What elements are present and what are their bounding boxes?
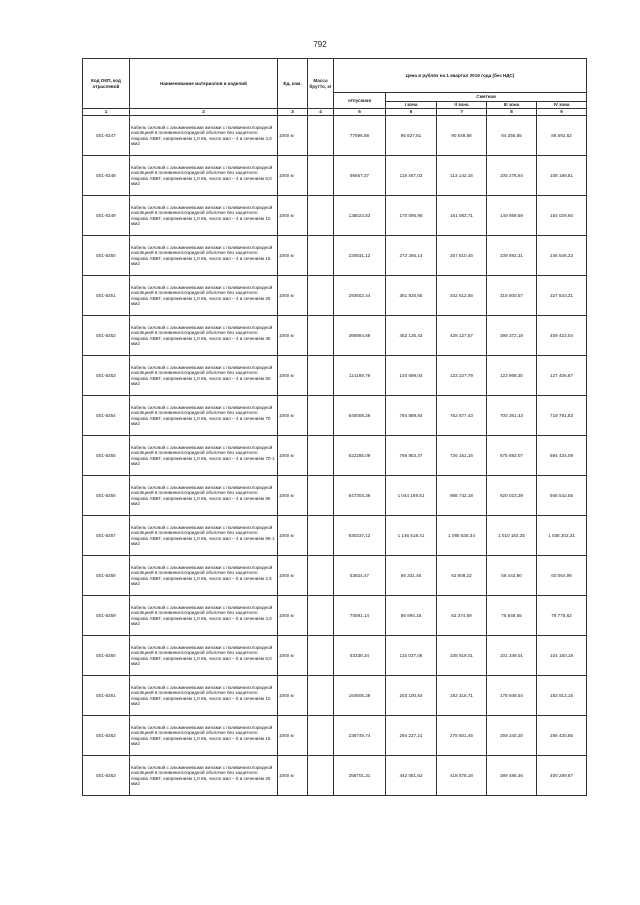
row-code: 501-8352 <box>83 316 130 356</box>
row-mass <box>308 436 334 476</box>
row-unit: 1000 м <box>278 596 308 636</box>
row-release-price: 622285,09 <box>334 436 386 476</box>
row-release-price: 96657,37 <box>334 156 386 196</box>
row-zone-3-price: 149 869,59 <box>487 196 537 236</box>
row-release-price: 77596,88 <box>334 116 386 156</box>
row-unit: 1000 м <box>278 356 308 396</box>
row-code: 501-8348 <box>83 156 130 196</box>
row-zone-1-price: 794 889,84 <box>386 396 437 436</box>
row-mass <box>308 316 334 356</box>
row-release-price: 53824,47 <box>334 556 386 596</box>
row-mass <box>308 756 334 796</box>
table-row <box>83 676 587 716</box>
table-row <box>83 356 587 396</box>
row-zone-1-price: 361 825,65 <box>386 276 437 316</box>
row-release-price: 293602,44 <box>334 276 386 316</box>
row-zone-3-price: 123 968,30 <box>487 356 537 396</box>
table-row <box>83 276 587 316</box>
row-code: 501-8353 <box>83 356 130 396</box>
row-mass <box>308 236 334 276</box>
header-mass: Масса брутто, кг <box>308 59 334 109</box>
row-unit: 1000 м <box>278 756 308 796</box>
column-number: 6 <box>386 109 437 116</box>
row-zone-2-price: 752 677,43 <box>437 396 487 436</box>
row-zone-1-price: 294 227,21 <box>386 716 437 756</box>
row-mass <box>308 276 334 316</box>
row-unit: 1000 м <box>278 116 308 156</box>
row-code: 501-8349 <box>83 196 130 236</box>
row-zone-3-price: 318 800,57 <box>487 276 537 316</box>
row-mass <box>308 196 334 236</box>
row-code: 501-8363 <box>83 756 130 796</box>
row-zone-2-price: 418 578,18 <box>437 756 487 796</box>
table-row <box>83 476 587 516</box>
row-zone-2-price: 257 810,45 <box>437 236 487 276</box>
row-zone-4-price: 78 775,62 <box>537 596 587 636</box>
row-zone-2-price: 133 227,79 <box>437 356 487 396</box>
row-zone-4-price: 127 406,87 <box>537 356 587 396</box>
row-zone-4-price: 183 913,15 <box>537 676 587 716</box>
row-zone-1-price: 1 044 169,51 <box>386 476 437 516</box>
table-row <box>83 196 587 236</box>
row-zone-1-price: 140 699,04 <box>386 356 437 396</box>
row-code: 501-8361 <box>83 676 130 716</box>
row-mass <box>308 516 334 556</box>
row-mass <box>308 356 334 396</box>
row-zone-2-price: 726 161,16 <box>437 436 487 476</box>
table-row <box>83 316 587 356</box>
row-zone-1-price: 86 994,16 <box>386 596 437 636</box>
row-code: 501-8356 <box>83 476 130 516</box>
row-zone-1-price: 203 100,54 <box>386 676 437 716</box>
table-row <box>83 156 587 196</box>
row-zone-3-price: 101 349,01 <box>487 636 537 676</box>
row-code: 501-8358 <box>83 556 130 596</box>
row-release-price: 358701,31 <box>334 756 386 796</box>
row-zone-2-price: 1 085 635,34 <box>437 516 487 556</box>
row-unit: 1000 м <box>278 556 308 596</box>
row-code: 501-8359 <box>83 596 130 636</box>
row-mass <box>308 396 334 436</box>
table-row <box>83 556 587 596</box>
header-name: Наименование материалов и изделий <box>130 59 278 109</box>
row-zone-2-price: 192 315,71 <box>437 676 487 716</box>
row-zone-2-price: 988 742,18 <box>437 476 487 516</box>
row-unit: 1000 м <box>278 276 308 316</box>
row-mass <box>308 716 334 756</box>
row-zone-4-price: 86 592,62 <box>537 116 587 156</box>
row-zone-3-price: 259 240,20 <box>487 716 537 756</box>
row-zone-4-price: 400 289,87 <box>537 756 587 796</box>
row-zone-4-price: 104 160,18 <box>537 636 587 676</box>
table-row <box>83 116 587 156</box>
row-zone-4-price: 409 422,04 <box>537 316 587 356</box>
row-zone-2-price: 82 374,69 <box>437 596 487 636</box>
row-name: Кабель силовой с алюминиевыми жилами с поливинилхлоридной изоляцией в поливинилхлоридной оболочке без защитного покрова АВВГ, напряжением 1,0 Кв, число жил – 4 и сечением 35 мм2 <box>130 316 278 356</box>
row-mass <box>308 156 334 196</box>
table-row <box>83 636 587 676</box>
row-zone-2-price: 428 127,57 <box>437 316 487 356</box>
table-row <box>83 516 587 556</box>
row-zone-3-price: 239 892,31 <box>487 236 537 276</box>
table-row <box>83 756 587 796</box>
row-zone-2-price: 108 919,01 <box>437 636 487 676</box>
row-code: 501-8357 <box>83 516 130 556</box>
row-unit: 1000 м <box>278 516 308 556</box>
row-release-price: 138023,83 <box>334 196 386 236</box>
row-zone-1-price: 442 051,62 <box>386 756 437 796</box>
row-zone-1-price: 119 467,03 <box>386 156 437 196</box>
row-zone-2-price: 342 612,56 <box>437 276 487 316</box>
row-release-price: 366884,68 <box>334 316 386 356</box>
row-zone-2-price: 161 063,71 <box>437 196 487 236</box>
row-code: 501-8350 <box>83 236 130 276</box>
row-code: 501-8360 <box>83 636 130 676</box>
row-unit: 1000 м <box>278 716 308 756</box>
row-zone-3-price: 1 010 182,35 <box>487 516 537 556</box>
row-unit: 1000 м <box>278 196 308 236</box>
row-zone-3-price: 920 023,39 <box>487 476 537 516</box>
page-number: 792 <box>313 40 327 49</box>
row-release-price: 114169,79 <box>334 356 386 396</box>
row-zone-4-price: 266 430,86 <box>537 716 587 756</box>
header-zone-4: IV зона <box>537 102 587 109</box>
row-unit: 1000 м <box>278 396 308 436</box>
row-name: Кабель силовой с алюминиевыми жилами с поливинилхлоридной изоляцией в поливинилхлоридной оболочке без защитного покрова АВВГ, напряжением 1,0 Кв, число жил – 4 и сечением 10 мм2 <box>130 196 278 236</box>
row-name: Кабель силовой с алюминиевыми жилами с поливинилхлоридной изоляцией в поливинилхлоридной оболочке без защитного покрова АВВГ, напряжением 1,0 Кв, число жил – 4 и сечением 25 мм2 <box>130 276 278 316</box>
row-mass <box>308 116 334 156</box>
row-zone-1-price: 170 095,96 <box>386 196 437 236</box>
column-number: 8 <box>487 109 537 116</box>
row-mass <box>308 476 334 516</box>
row-zone-1-price: 1 146 518,41 <box>386 516 437 556</box>
row-release-price: 930337,12 <box>334 516 386 556</box>
column-number: 4 <box>308 109 334 116</box>
row-zone-4-price: 945 542,56 <box>537 476 587 516</box>
row-name: Кабель силовой с алюминиевыми жилами с поливинилхлоридной изоляцией в поливинилхлоридной оболочке без защитного покрова АВВГ, напряжением 1,0 Кв, число жил – 4 и сечением 95-1 мм2 <box>130 516 278 556</box>
row-name: Кабель силовой с алюминиевыми жилами с поливинилхлоридной изоляцией в поливинилхлоридной оболочке без защитного покрова АВВГ, напряжением 1,0 Кв, число жил – 5 и сечением 4,0 мм2 <box>130 596 278 636</box>
header-zone-3: III зона <box>487 102 537 109</box>
header-release: отпускная <box>334 93 386 109</box>
column-number: 9 <box>537 109 587 116</box>
row-mass <box>308 636 334 676</box>
row-zone-3-price: 398 372,18 <box>487 316 537 356</box>
row-zone-2-price: 90 549,88 <box>437 116 487 156</box>
row-zone-2-price: 113 142,16 <box>437 156 487 196</box>
price-table <box>82 58 587 796</box>
header-zone-1: I зона <box>386 102 437 109</box>
row-code: 501-8354 <box>83 396 130 436</box>
header-estimate: Сметная <box>386 93 587 102</box>
row-name: Кабель силовой с алюминиевыми жилами с поливинилхлоридной изоляцией в поливинилхлоридной оболочке без защитного покрова АВВГ, напряжением 1,0 Кв, число жил – 5 и сечением 6,0 мм2 <box>130 636 278 676</box>
row-code: 501-8362 <box>83 716 130 756</box>
row-name: Кабель силовой с алюминиевыми жилами с поливинилхлоридной изоляцией в поливинилхлоридной оболочке без защитного покрова АВВГ, напряжением 1,0 Кв, число жил – 4 и сечением 95 мм2 <box>130 476 278 516</box>
table-row <box>83 716 587 756</box>
row-unit: 1000 м <box>278 156 308 196</box>
row-unit: 1000 м <box>278 436 308 476</box>
row-mass <box>308 596 334 636</box>
row-release-price: 164605,28 <box>334 676 386 716</box>
table-row <box>83 236 587 276</box>
row-name: Кабель силовой с алюминиевыми жилами с поливинилхлоридной изоляцией в поливинилхлоридной оболочке без защитного покрова АВВГ, напряжением 1,0 Кв, число жил – 4 и сечением 70-1 мм2 <box>130 436 278 476</box>
table-row <box>83 396 587 436</box>
column-number: 3 <box>278 109 308 116</box>
row-zone-1-price: 66 331,46 <box>386 556 437 596</box>
row-name: Кабель силовой с алюминиевыми жилами с поливинилхлоридной изоляцией в поливинилхлоридной оболочке без защитного покрова АВВГ, напряжением 1,0 Кв, число жил – 4 и сечением 4,0 мм2 <box>130 116 278 156</box>
row-zone-1-price: 272 266,14 <box>386 236 437 276</box>
row-unit: 1000 м <box>278 676 308 716</box>
row-code: 501-8355 <box>83 436 130 476</box>
header-zone-2: II зона <box>437 102 487 109</box>
row-zone-4-price: 108 198,81 <box>537 156 587 196</box>
row-release-price: 220931,12 <box>334 236 386 276</box>
row-zone-2-price: 62 809,22 <box>437 556 487 596</box>
row-zone-3-price: 389 488,46 <box>487 756 537 796</box>
header-code: Код ОКП, код отраслевой <box>83 59 130 109</box>
row-name: Кабель силовой с алюминиевыми жилами с поливинилхлоридной изоляцией в поливинилхлоридной оболочке без защитного покрова АВВГ, напряжением 1,0 Кв, число жил – 5 и сечением 2,5 мм2 <box>130 556 278 596</box>
column-number: 2 <box>130 109 278 116</box>
row-zone-4-price: 694 434,09 <box>537 436 587 476</box>
row-zone-3-price: 700 361,43 <box>487 396 537 436</box>
row-name: Кабель силовой с алюминиевыми жилами с поливинилхлоридной изоляцией в поливинилхлоридной оболочке без защитного покрова АВВГ, напряжением 1,0 Кв, число жил – 4 и сечением 50 мм2 <box>130 356 278 396</box>
row-zone-3-price: 178 949,54 <box>487 676 537 716</box>
row-release-price: 93338,34 <box>334 636 386 676</box>
row-unit: 1000 м <box>278 636 308 676</box>
row-zone-4-price: 246 546,33 <box>537 236 587 276</box>
row-unit: 1000 м <box>278 236 308 276</box>
row-release-price: 847304,36 <box>334 476 386 516</box>
row-zone-3-price: 84 256,55 <box>487 116 537 156</box>
row-name: Кабель силовой с алюминиевыми жилами с поливинилхлоридной изоляцией в поливинилхлоридной оболочке без защитного покрова АВВГ, напряжением 1,0 Кв, число жил – 5 и сечением 25 мм2 <box>130 756 278 796</box>
row-zone-3-price: 105 276,64 <box>487 156 537 196</box>
row-name: Кабель силовой с алюминиевыми жилами с поливинилхлоридной изоляцией в поливинилхлоридной оболочке без защитного покрова АВВГ, напряжением 1,0 Кв, число жил – 4 и сечением 6,0 мм2 <box>130 156 278 196</box>
row-mass <box>308 556 334 596</box>
row-zone-2-price: 278 601,45 <box>437 716 487 756</box>
row-mass <box>308 676 334 716</box>
column-number: 5 <box>334 109 386 116</box>
row-zone-4-price: 154 029,60 <box>537 196 587 236</box>
header-price-group: Цена в рублях на 1 квартал 2019 года (без НДС) <box>334 59 587 93</box>
row-name: Кабель силовой с алюминиевыми жилами с поливинилхлоридной изоляцией в поливинилхлоридной оболочке без защитного покрова АВВГ, напряжением 1,0 Кв, число жил – 4 и сечением 70 мм2 <box>130 396 278 436</box>
header-unit: Ед. изм. <box>278 59 308 109</box>
row-zone-3-price: 58 443,90 <box>487 556 537 596</box>
row-code: 501-8347 <box>83 116 130 156</box>
row-code: 501-8351 <box>83 276 130 316</box>
column-number: 7 <box>437 109 487 116</box>
row-name: Кабель силовой с алюминиевыми жилами с поливинилхлоридной изоляцией в поливинилхлоридной оболочке без защитного покрова АВВГ, напряжением 1,0 Кв, число жил – 5 и сечением 10 мм2 <box>130 676 278 716</box>
table-row <box>83 596 587 636</box>
row-zone-1-price: 95 627,81 <box>386 116 437 156</box>
row-zone-4-price: 327 643,31 <box>537 276 587 316</box>
row-release-price: 645008,26 <box>334 396 386 436</box>
row-zone-4-price: 60 064,99 <box>537 556 587 596</box>
row-zone-4-price: 1 038 202,31 <box>537 516 587 556</box>
row-name: Кабель силовой с алюминиевыми жилами с поливинилхлоридной изоляцией в поливинилхлоридной оболочке без защитного покрова АВВГ, напряжением 1,0 Кв, число жил – 4 и сечением 16 мм2 <box>130 236 278 276</box>
row-unit: 1000 м <box>278 476 308 516</box>
row-zone-4-price: 719 791,83 <box>537 396 587 436</box>
row-release-price: 238749,74 <box>334 716 386 756</box>
row-zone-1-price: 452 135,43 <box>386 316 437 356</box>
column-number: 1 <box>83 109 130 116</box>
table-row <box>83 436 587 476</box>
row-unit: 1000 м <box>278 316 308 356</box>
row-zone-3-price: 675 692,07 <box>487 436 537 476</box>
row-zone-1-price: 766 853,37 <box>386 436 437 476</box>
row-zone-3-price: 76 649,55 <box>487 596 537 636</box>
row-name: Кабель силовой с алюминиевыми жилами с поливинилхлоридной изоляцией в поливинилхлоридной оболочке без защитного покрова АВВГ, напряжением 1,0 Кв, число жил – 5 и сечением 16 мм2 <box>130 716 278 756</box>
row-zone-1-price: 115 027,06 <box>386 636 437 676</box>
row-release-price: 70591,14 <box>334 596 386 636</box>
